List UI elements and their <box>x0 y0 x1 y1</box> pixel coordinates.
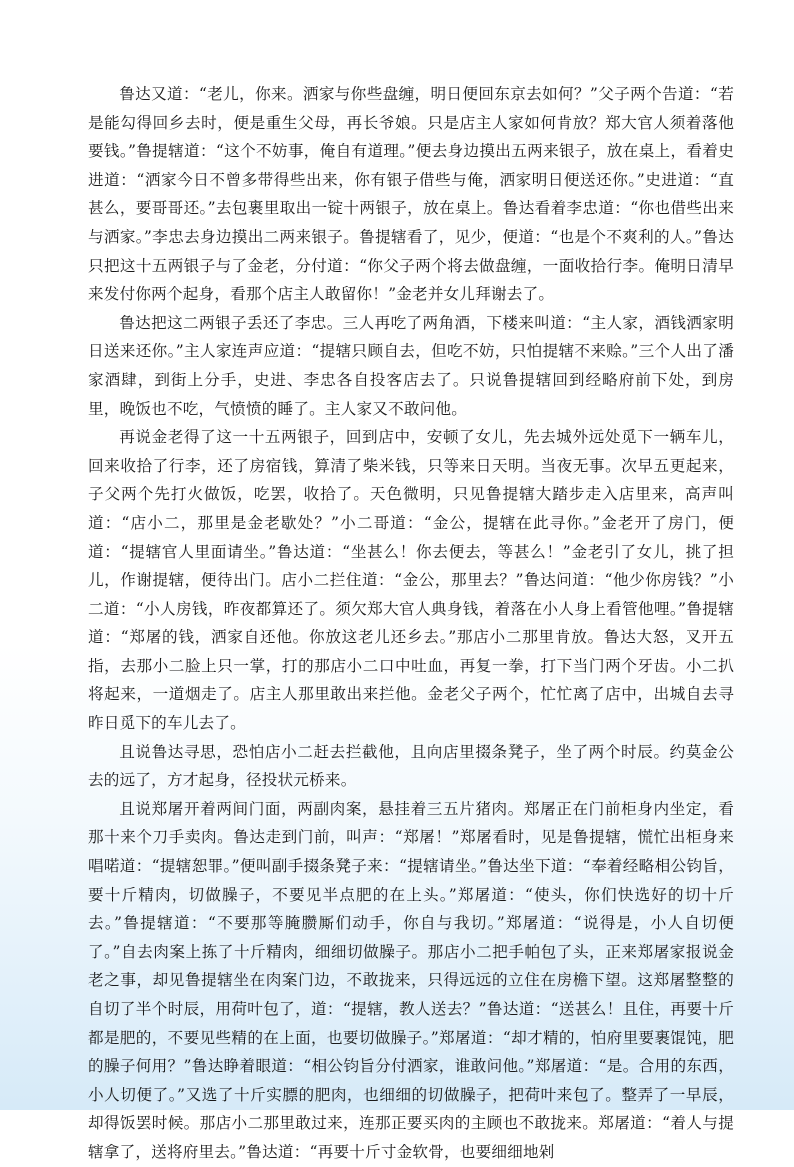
story-text <box>88 80 734 1167</box>
paragraph: 再说金老得了这一十五两银子，回到店中，安顿了女儿，先去城外远处觅下一辆车儿，回来收拾了行李，还了房宿钱，算清了柴米钱，只等来日天明。当夜无事。次早五更起来，子父两个先打火做饭，吃罢，收拾了。天色微明，只见鲁提辖大踏步走入店里来，高声叫道：“店小二，那里是金老歇处？”小二哥道：“金公，提辖在此寻你。”金老开了房门，便道：“提辖官人里面请坐。”鲁达道：“坐甚么！你去便去，等甚么！”金老引了女儿，挑了担儿，作谢提辖，便待出门。店小二拦住道：“金公，那里去？”鲁达问道：“他少你房钱？”小二道：“小人房钱，昨夜都算还了。须欠郑大官人典身钱，着落在小人身上看管他哩。”鲁提辖道：“郑屠的钱，洒家自还他。你放这老儿还乡去。”那店小二那里肯放。鲁达大怒，叉开五指，去那小二脸上只一掌，打的那店小二口中吐血，再复一拳，打下当门两个牙齿。小二扒将起来，一道烟走了。店主人那里敢出来拦他。金老父子两个，忙忙离了店中，出城自去寻昨日觅下的车儿去了。 <box>88 428 734 733</box>
paragraph: 且说郑屠开着两间门面，两副肉案，悬挂着三五片猪肉。郑屠正在门前柜身内坐定，看那十来个刀手卖肉。鲁达走到门前，叫声：“郑屠！”郑屠看时，见是鲁提辖，慌忙出柜身来唱喏道：“提辖恕罪。”便叫副手掇条凳子来：“提辖请坐。”鲁达坐下道：“奉着经略相公钧旨，要十斤精肉，切做臊子，不要见半点肥的在上头。”郑屠道：“使头，你们快选好的切十斤去。”鲁提辖道：“不要那等腌臜厮们动手，你自与我切。”郑屠道：“说得是，小人自切便了。”自去肉案上拣了十斤精肉，细细切做臊子。那店小二把手帕包了头，正来郑屠家报说金老之事，却见鲁提辖坐在肉案门边，不敢拢来，只得远远的立住在房檐下望。这郑屠整整的自切了半个时辰，用荷叶包了，道：“提辖，教人送去？”鲁达道：“送甚么！且住，再要十斤都是肥的，不要见些精的在上面，也要切做臊子。”郑屠道：“却才精的，怕府里要裹馄饨，肥的臊子何用？”鲁达睁着眼道：“相公钧旨分付洒家，谁敢问他。”郑屠道：“是。合用的东西，小人切便了。”又选了十斤实膘的肥肉，也细细的切做臊子，把荷叶来包了。整弄了一早辰，却得饭罢时候。那店小二那里敢过来，连那正要买肉的主顾也不敢拢来。郑屠道：“着人与提辖拿了，送将府里去。”鲁达道：“再要十斤寸金软骨，也要细细地剁 <box>88 799 734 1161</box>
paragraph: 且说鲁达寻思，恐怕店小二赶去拦截他，且向店里掇条凳子，坐了两个时辰。约莫金公去的远了，方才起身，径投状元桥来。 <box>88 742 734 790</box>
paragraph: 鲁达把这二两银子丢还了李忠。三人再吃了两角酒，下楼来叫道：“主人家，酒钱洒家明日送来还你。”主人家连声应道：“提辖只顾自去，但吃不妨，只怕提辖不来赊。”三个人出了潘家酒肆，到街上分手，史进、李忠各自投客店去了。只说鲁提辖回到经略府前下处，到房里，晚饭也不吃，气愤愤的睡了。主人家又不敢问他。 <box>88 313 734 418</box>
paragraph: 鲁达又道：“老儿，你来。洒家与你些盘缠，明日便回东京去如何？”父子两个告道：“若是能勾得回乡去时，便是重生父母，再长爷娘。只是店主人家如何肯放？郑大官人须着落他要钱。”鲁提辖道：“这个不妨事，俺自有道理。”便去身边摸出五两来银子，放在桌上，看着史进道：“洒家今日不曾多带得些出来，你有银子借些与俺，洒家明日便送还你。”史进道：“直甚么，要哥哥还。”去包裹里取出一锭十两银子，放在桌上。鲁达看着李忠道：“你也借些出来与洒家。”李忠去身边摸出二两来银子。鲁提辖看了，见少，便道：“也是个不爽利的人。”鲁达只把这十五两银子与了金老，分付道：“你父子两个将去做盘缠，一面收拾行李。俺明日清早来发付你两个起身，看那个店主人敢留你！”金老并女儿拜谢去了。 <box>88 85 734 304</box>
